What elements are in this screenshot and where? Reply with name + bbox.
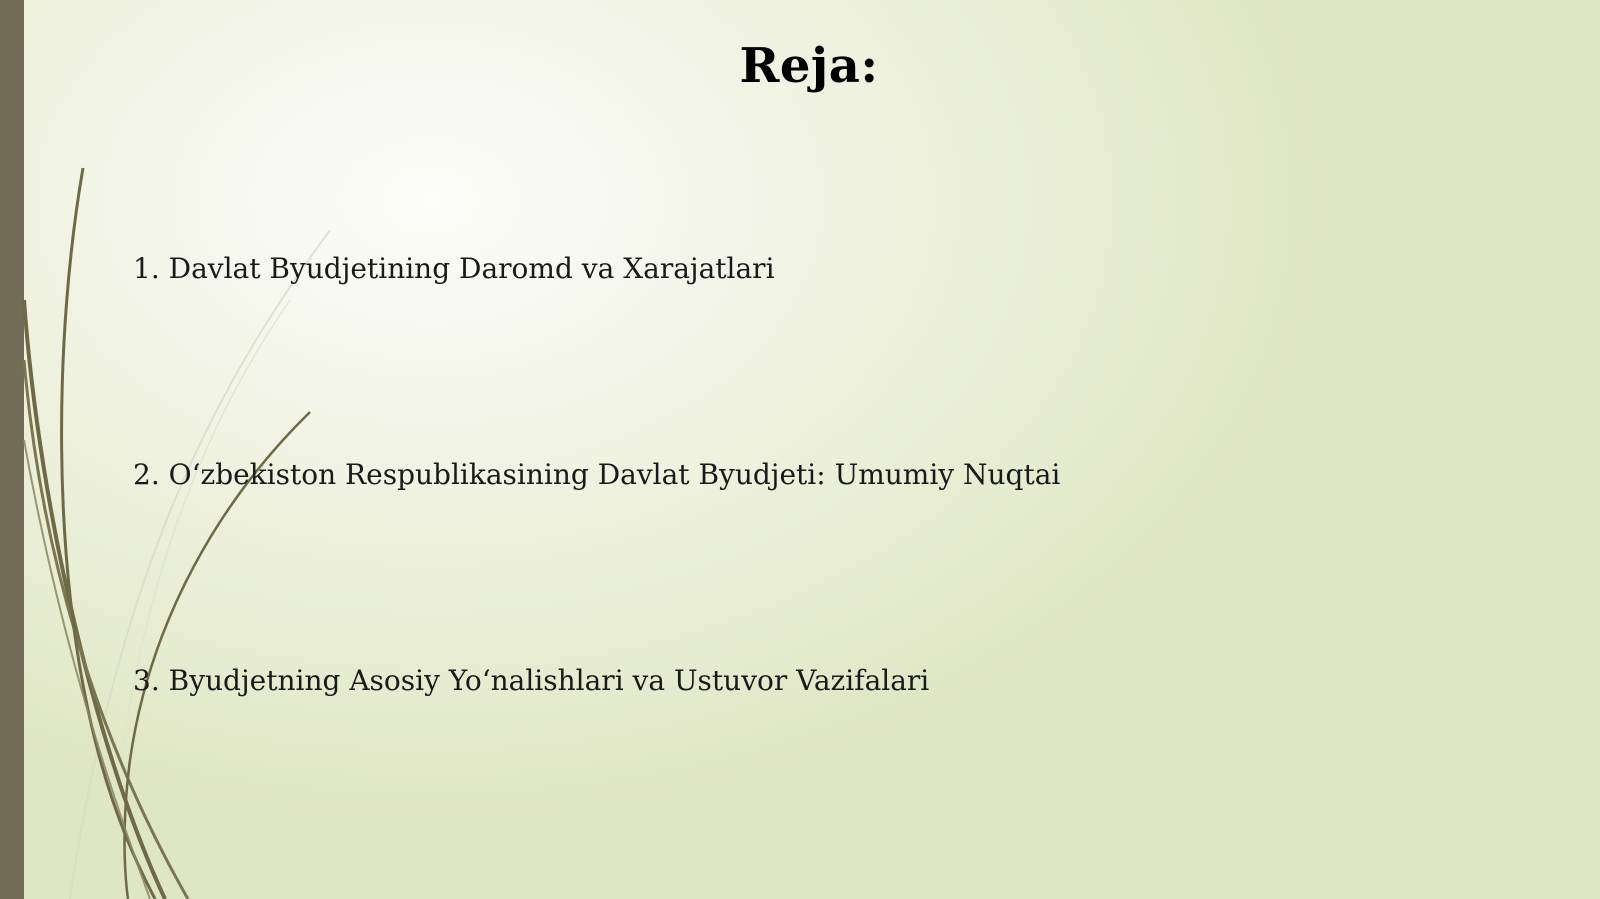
slide-title [0, 38, 1600, 94]
grass-stems-decoration [0, 0, 360, 899]
slide-title-text: Reja: [739, 38, 879, 94]
plan-item-3: 3. Byudjetning Asosiy Yo‘nalishlari va Ustuvor Vazifalari [133, 664, 930, 697]
plan-item-2: 2. O‘zbekiston Respublikasining Davlat Byudjeti: Umumiy Nuqtai [133, 458, 1061, 491]
plan-item-1: 1. Davlat Byudjetining Daromd va Xarajatlari [133, 252, 775, 285]
